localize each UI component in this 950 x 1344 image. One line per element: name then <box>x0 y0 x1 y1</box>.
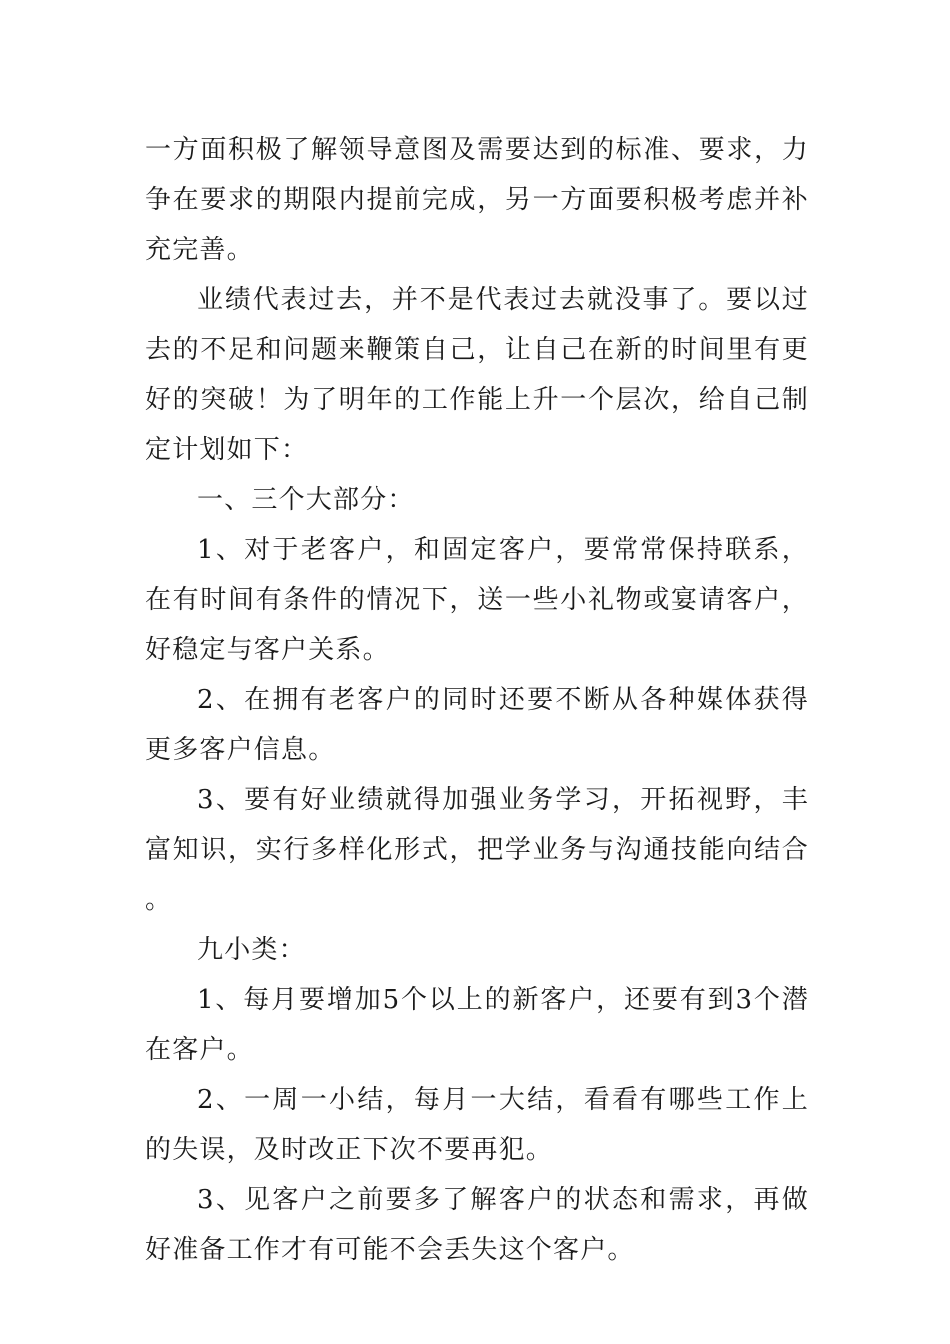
list-item-business-study: 3、要有好业绩就得加强业务学习，开拓视野，丰富知识，实行多样化形式，把学业务与沟通技能向结合。 <box>145 785 809 915</box>
list-item-old-clients: 1、对于老客户，和固定客户，要常常保持联系，在有时间有条件的情况下，送一些小礼物或宴请客户，好稳定与客户关系。 <box>145 535 809 665</box>
list-item-client-preparation: 3、见客户之前要多了解客户的状态和需求，再做好准备工作才有可能不会丢失这个客户。 <box>145 1185 809 1265</box>
paragraph-intro-continued: 一方面积极了解领导意图及需要达到的标准、要求，力争在要求的期限内提前完成，另一方面要积极考虑并补充完善。 <box>145 135 809 265</box>
paragraph-performance-summary: 业绩代表过去，并不是代表过去就没事了。要以过去的不足和问题来鞭策自己，让自己在新的时间里有更好的突破！为了明年的工作能上升一个层次，给自己制定计划如下： <box>145 285 809 465</box>
list-item-new-clients: 1、每月要增加5个以上的新客户，还要有到3个潜在客户。 <box>145 985 809 1065</box>
document-body <box>145 125 809 1275</box>
list-item-media-info: 2、在拥有老客户的同时还要不断从各种媒体获得更多客户信息。 <box>145 685 809 765</box>
heading-nine-categories: 九小类： <box>197 935 306 965</box>
list-item-weekly-summary: 2、一周一小结，每月一大结，看看有哪些工作上的失误，及时改正下次不要再犯。 <box>145 1085 809 1165</box>
heading-three-parts: 一、三个大部分： <box>197 485 415 515</box>
